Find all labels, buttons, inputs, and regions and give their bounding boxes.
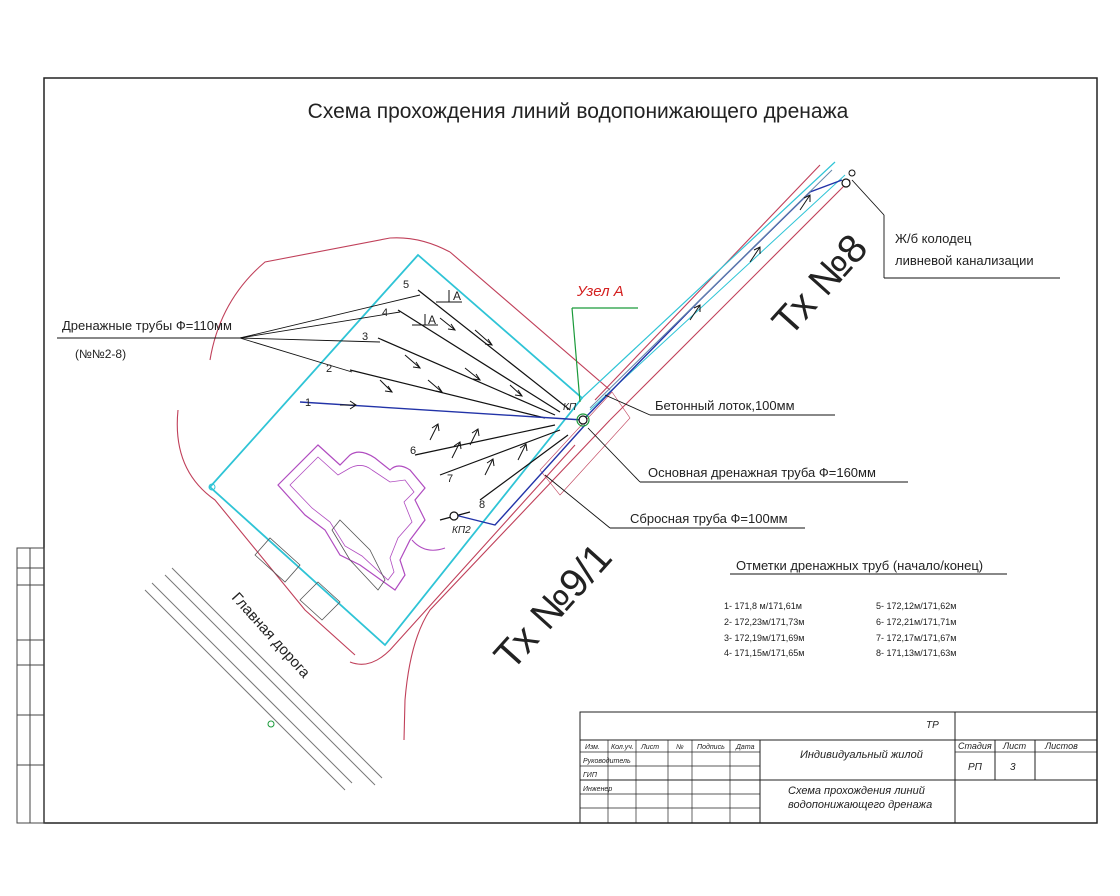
flow-arrows [340, 195, 810, 475]
kp2-well [450, 512, 458, 520]
stamp-header-date: Дата [736, 744, 755, 751]
elevations-right [876, 601, 956, 658]
stamp-stage-label: Стадия [958, 741, 992, 751]
street-label-tx91: Тх №9/1 [485, 535, 621, 679]
main-road-label: Главная дорога [228, 589, 314, 682]
drain-pipes-ids: (№№2-8) [75, 347, 127, 361]
tray-label: Бетонный лоток,100мм [655, 398, 795, 413]
elevation-7: 7- 172,17м/171,67м [876, 633, 957, 643]
stamp-sheet-label: Лист [1003, 741, 1027, 751]
storm-well-top [849, 170, 855, 176]
stamp-stage-value: РП [968, 762, 982, 773]
stamp-project: Индивидуальный жилой [800, 749, 923, 761]
stamp-sheets-label: Листов [1045, 741, 1078, 751]
elevation-6: 6- 172,21м/171,71м [876, 617, 957, 627]
drain-pipes-label: Дренажные трубы Ф=110мм [62, 318, 232, 333]
pipe-number-labels [305, 279, 485, 511]
stamp-sheet-title-2: водопонижающего дренажа [788, 799, 933, 811]
elevation-5: 5- 172,12м/171,62м [876, 601, 957, 611]
pipe-number-4: 4 [382, 307, 389, 319]
section-label-a2: А [428, 313, 437, 327]
pipe-number-5: 5 [403, 279, 410, 291]
kp-well [579, 416, 587, 424]
stamp-header-num: № [676, 744, 684, 751]
pipe-number-6: 6 [410, 445, 417, 457]
elevations-title: Отметки дренажных труб (начало/конец) [736, 558, 984, 573]
drain-pipes [350, 290, 570, 520]
stamp-role-head: Руководитель [583, 758, 631, 765]
pipe-number-7: 7 [447, 473, 454, 485]
kp2-label: КП2 [452, 525, 471, 536]
pipe-number-8: 8 [479, 499, 486, 511]
stamp-sheet-title-1: Схема прохождения линий [788, 785, 925, 797]
sheet-title: Схема прохождения линий водопонижающего дренажа [307, 100, 849, 123]
elevations-left [724, 601, 804, 658]
node-a-label: Узел А [577, 283, 624, 300]
stamp-role-engineer: Инженер [583, 786, 613, 793]
elevation-8: 8- 171,13м/171,63м [876, 648, 957, 658]
stamp-role-gip: ГИП [583, 772, 597, 779]
discharge-pipe-label: Сбросная труба Ф=100мм [630, 511, 788, 526]
pipe-number-3: 3 [362, 331, 369, 343]
main-pipe-label: Основная дренажная труба Ф=160мм [648, 465, 876, 480]
well-label-line1: Ж/б колодец [895, 231, 972, 246]
stamp-header-kolvo: Кол.уч. [611, 744, 634, 751]
stamp-headers [583, 743, 755, 793]
stamp-code: ТР [926, 720, 939, 731]
site-structures [255, 520, 385, 620]
side-stamp [17, 548, 44, 823]
elevation-4: 4- 171,15м/171,65м [724, 648, 805, 658]
benchmark-mark [268, 721, 274, 727]
section-label-a1: А [453, 289, 462, 303]
stamp-header-izm: Изм. [585, 744, 600, 751]
stamp-sheet-value: 3 [1010, 762, 1016, 773]
stamp-header-sign: Подпись [697, 744, 725, 751]
pipe-number-2: 2 [326, 363, 333, 375]
kp-label: КП [563, 402, 577, 413]
elevation-3: 3- 172,19м/171,69м [724, 633, 805, 643]
storm-well [842, 179, 850, 187]
elevation-2: 2- 172,23м/171,73м [724, 617, 805, 627]
well-label-line2: ливневой канализации [895, 253, 1034, 268]
main-road-lines [145, 568, 382, 790]
stamp-header-list: Лист [641, 744, 660, 751]
elevation-1: 1- 171,8 м/171,61м [724, 601, 802, 611]
building [278, 445, 445, 590]
street-label-tx8: Тх №8 [763, 226, 877, 345]
pipe-number-1: 1 [305, 397, 312, 409]
